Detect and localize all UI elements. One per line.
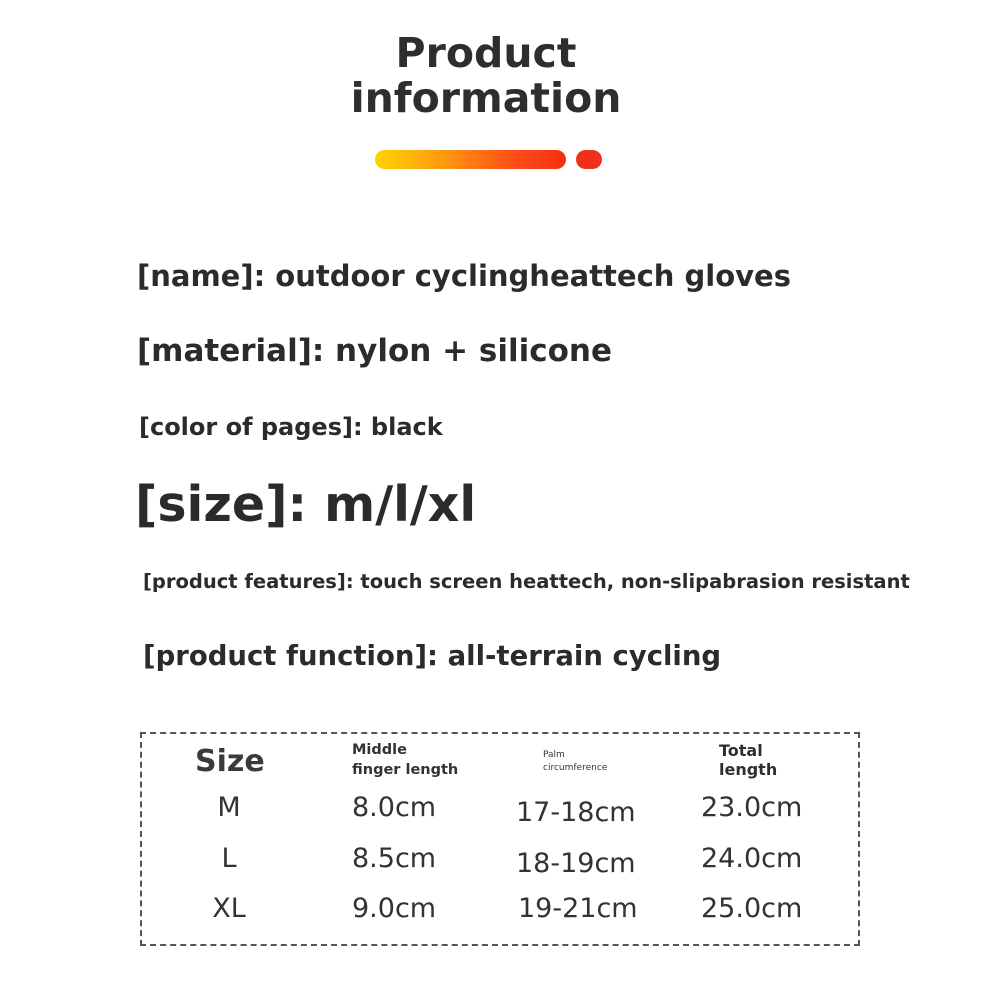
accent-gradient-bar (375, 150, 566, 169)
header-total-line2: length (719, 760, 778, 779)
spec-material: [material]: nylon + silicone (137, 333, 612, 369)
spec-color: [color of pages]: black (139, 413, 443, 441)
table-cell-middle: 9.0cm (352, 893, 437, 924)
header-palm-line2: circumference (543, 763, 608, 773)
spec-features: [product features]: touch screen heattech, non-slipabrasion resistant (143, 570, 910, 593)
table-cell-total: 23.0cm (701, 792, 803, 823)
header-middle-line1: Middle (352, 742, 407, 758)
header-size: Size (195, 744, 265, 779)
table-cell-palm: 18-19cm (516, 848, 636, 879)
spec-size: [size]: m/l/xl (135, 476, 477, 533)
page-title-line1: Product (395, 29, 577, 77)
table-cell-total: 24.0cm (701, 843, 803, 874)
header-palm-line1: Palm (543, 750, 565, 760)
header-total-line1: Total (719, 741, 763, 760)
header-middle-line2: finger length (352, 762, 459, 778)
page-title-line2: information (350, 74, 622, 122)
size-table (140, 732, 860, 946)
accent-dot (576, 150, 602, 169)
table-cell-palm: 17-18cm (516, 797, 636, 828)
header-total-length (719, 741, 777, 779)
header-palm (543, 749, 607, 775)
table-cell-size: L (221, 843, 237, 874)
header-middle-finger (352, 740, 458, 780)
table-cell-total: 25.0cm (701, 893, 803, 924)
table-cell-middle: 8.5cm (352, 843, 437, 874)
spec-function: [product function]: all-terrain cycling (143, 640, 722, 672)
table-cell-size: M (217, 792, 241, 823)
spec-name: [name]: outdoor cyclingheattech gloves (137, 259, 791, 293)
table-cell-palm: 19-21cm (518, 893, 638, 924)
table-cell-size: XL (212, 893, 246, 924)
table-cell-middle: 8.0cm (352, 792, 437, 823)
